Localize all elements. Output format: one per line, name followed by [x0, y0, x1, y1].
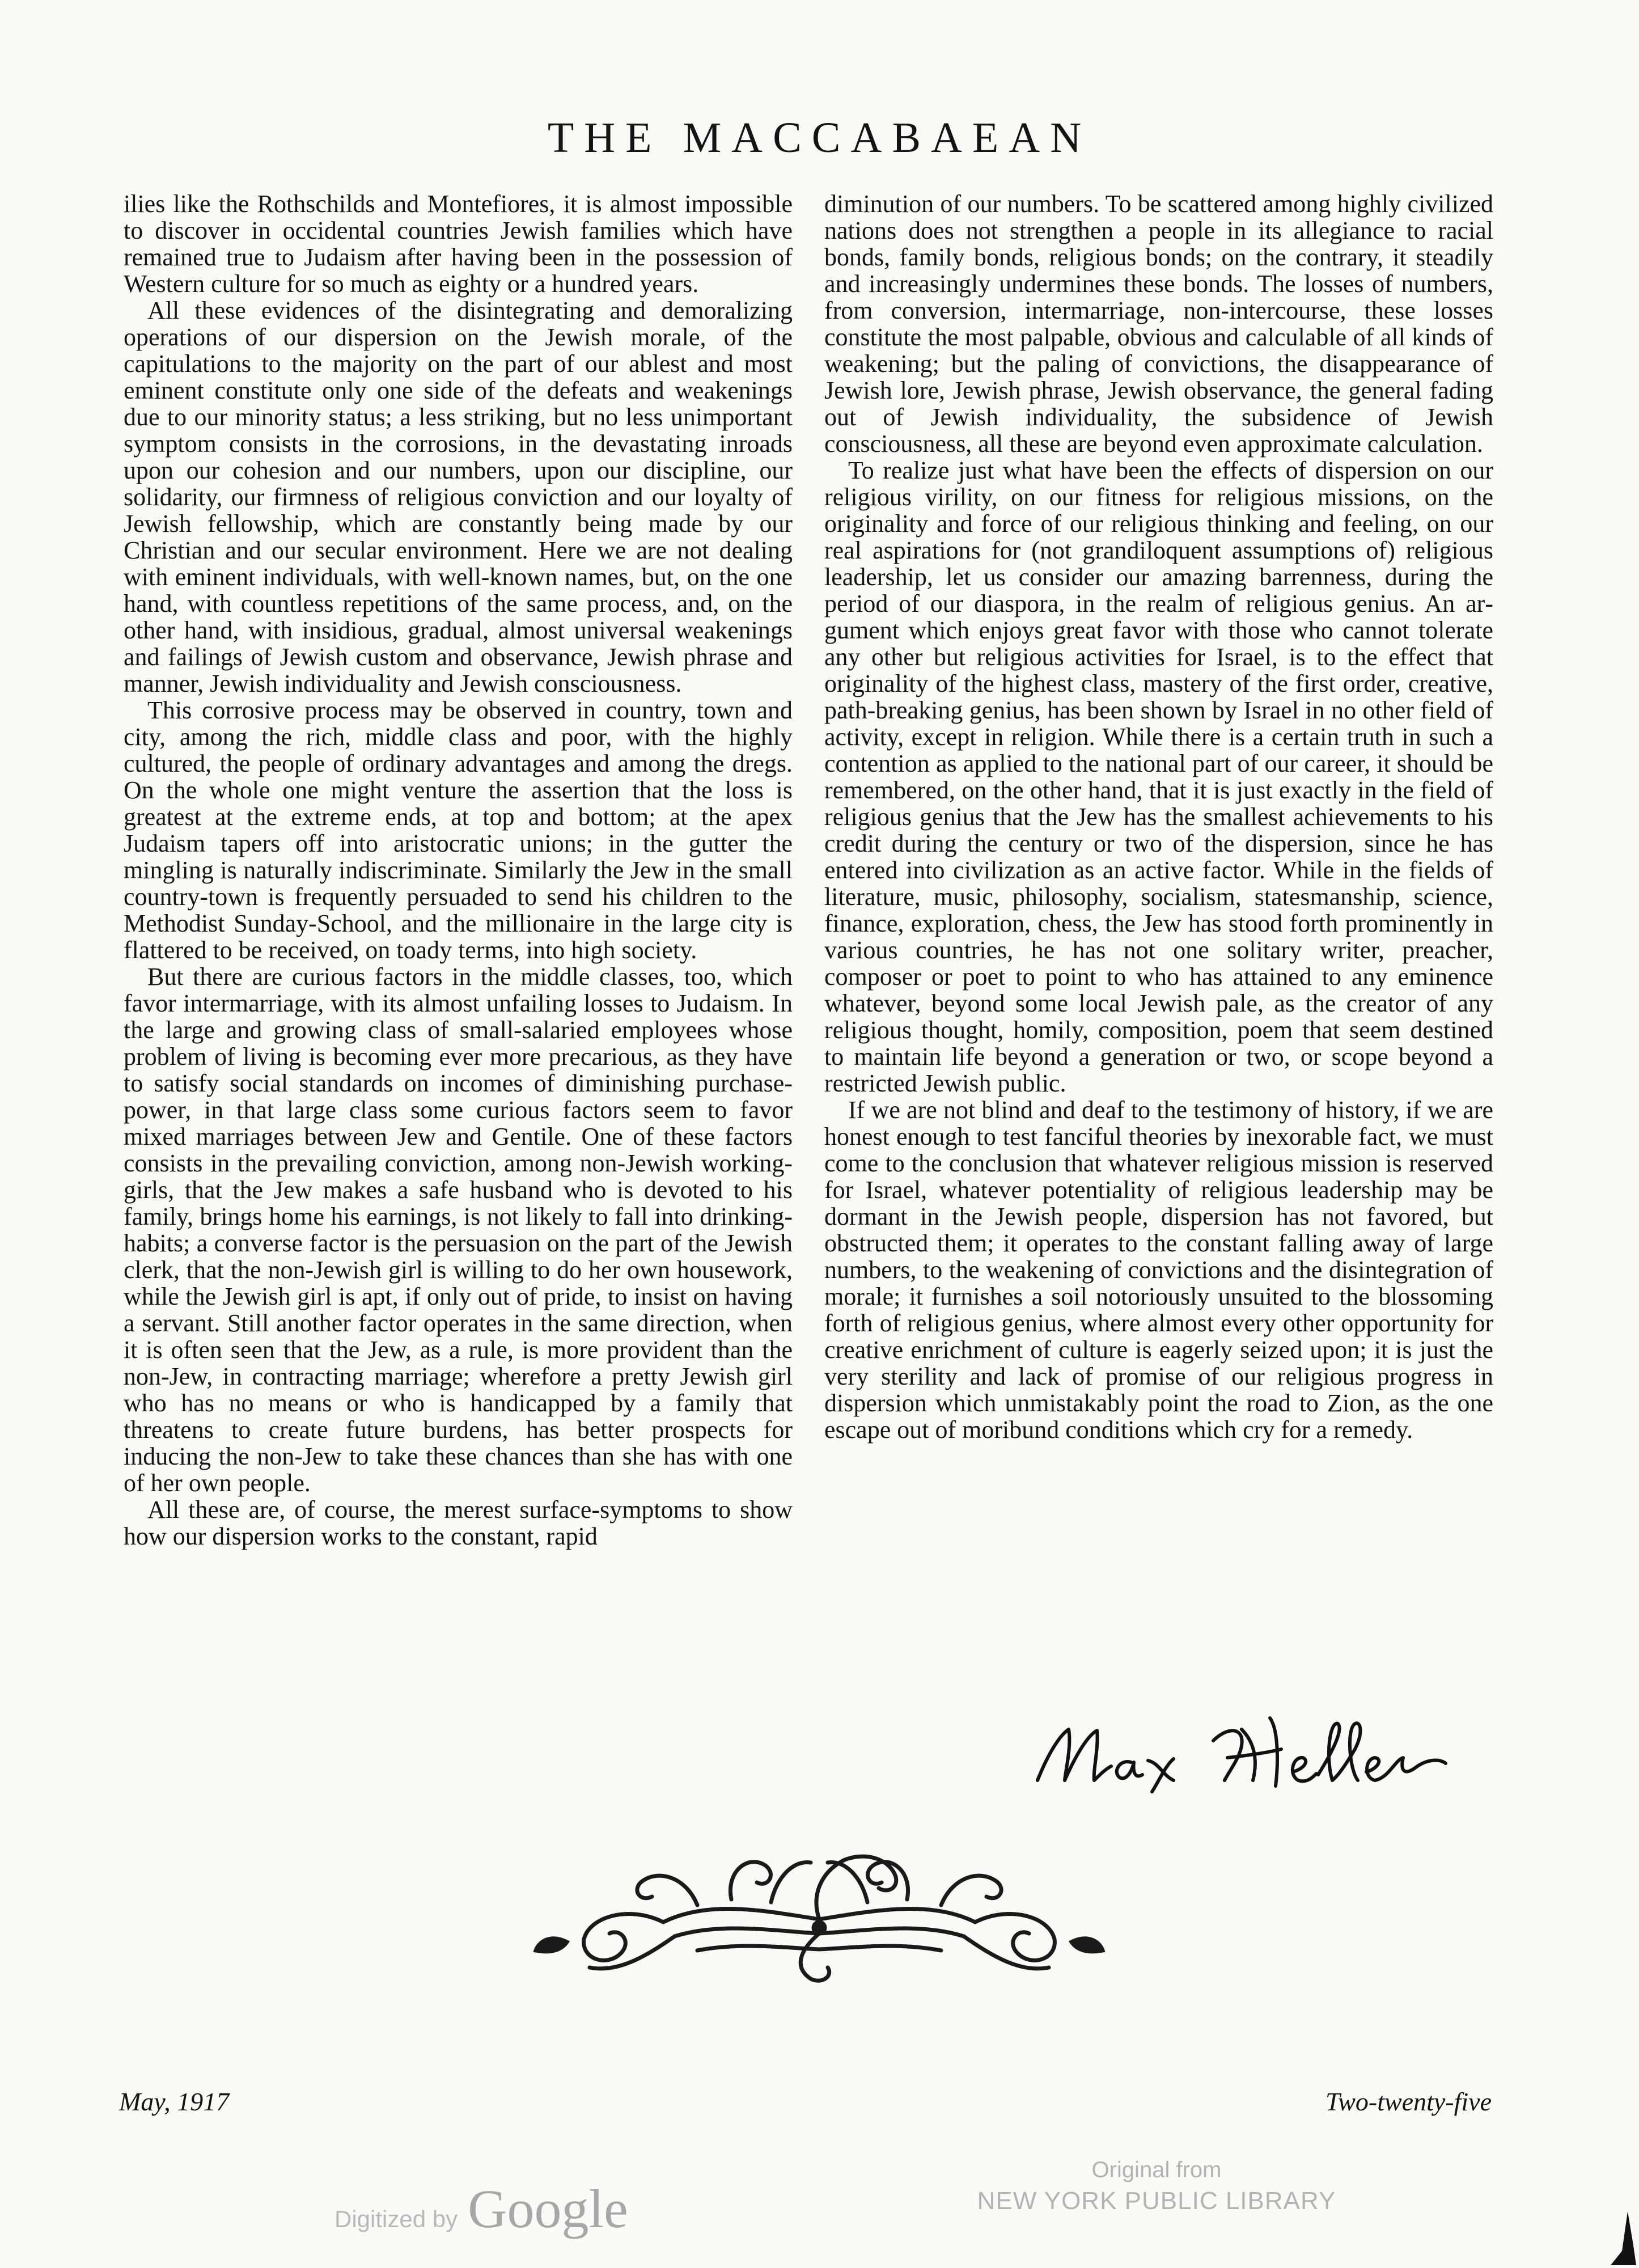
library-name: NEW YORK PUBLIC LIBRARY: [977, 2187, 1336, 2215]
page-corner-mark: [1605, 2206, 1639, 2268]
paragraph: All these evidences of the disintegrating and demoralizing operations of our dispersion on the Jewish morale, of the capitulations to the majority on the part of our ablest and most eminent constitute only one side of the defeats and weakenings due to our minority status; a less striking, but no less unimportant symptom consists in the corrosions, in the devastating inroads upon our cohesion and our numbers, upon our discipline, our solidarity, our firmness of religious conviction and our loyalty of Jewish fellowship, which are constantly being made by our Christian and our secular environment. Here we are not dealing with eminent individuals, with well-known names, but, on the one hand, with countless repetitions of the same process, and, on the other hand, with insidious, gradual, almost universal weakenings and failings of Jewish custom and observance, Jewish phrase and manner, Jewish individuality and Jewish consciousness.: [124, 297, 793, 697]
paragraph: To realize just what have been the effects of dispersion on our religious virility, on our fitness for religious missions, on the originality and force of our religious thinking and feeling, on our real aspirations for (not grandiloquent assumptions of) religious leadership, let us consider our amazing barrenness, during the period of our diaspora, in the realm of religious genius. An argument which enjoys great favor with those who cannot tolerate any other but religious activities for Israel, is to the effect that originality of the highest class, mastery of the first order, creative, path-breaking genius, has been shown by Israel in no other field of activity, except in religion. While there is a certain truth in such a contention as applied to the national part of our career, it should be remembered, on the other hand, that it is just exactly in the field of religious genius that the Jew has the smallest achievements to his credit during the century or two of the dispersion, since he has entered into civilization as an active factor. While in the fields of literature, music, philosophy, socialism, statesmanship, science, finance, exploration, chess, the Jew has stood forth prominently in various countries, he has not one solitary writer, preacher, composer or poet to point to who has attained to any eminence whatever, beyond some local Jewish pale, as the creator of any religious thought, homily, composition, poem that seem destined to maintain life beyond a generation or two, or scope beyond a restricted Jewish public.: [824, 456, 1493, 1097]
google-logo: Google: [468, 2178, 628, 2239]
author-signature: [1026, 1695, 1480, 1809]
digitized-by-label: Digitized by: [334, 2206, 458, 2232]
paragraph: diminution of our numbers. To be scattered among highly civilized nations does not strengthen a people in its allegiance to racial bonds, family bonds, religious bonds; on the contrary, it steadily and increasingly undermines these bonds. The losses of numbers, from conversion, intermarriage, non-intercourse, these losses constitute the most palpable, obvious and calculable of all kinds of weakening; but the paling of convictions, the disappearance of Jewish lore, Jewish phrase, Jewish observance, the general fading out of Jewish individuality, the subsidence of Jewish consciousness, all these are beyond even approximate calculation.: [824, 190, 1493, 458]
left-column: [124, 191, 793, 1550]
right-column: [824, 191, 1493, 1443]
paragraph: This corrosive process may be observed in country, town and city, among the rich, middle class and poor, with the highly cultured, the people of ordinary advantages and among the dregs. On the whole one might venture the assertion that the loss is greatest at the extreme ends, at top and bottom; at the apex Judaism tapers off into aristocratic unions; in the gutter the mingling is naturally indiscriminate. Similarly the Jew in the small country-town is frequently persuaded to send his children to the Methodist Sunday-School, and the millionaire in the large city is flattered to be received, on toady terms, into high society.: [124, 696, 793, 964]
original-from-label: Original from: [1091, 2157, 1222, 2182]
paragraph: If we are not blind and deaf to the testimony of history, if we are honest enough to test fanciful theories by inexorable fact, we must come to the conclusion that whatever religious mission is reserved for Israel, whatever potentiality of religious leadership may be dormant in the Jewish people, dispersion has not favored, but obstructed them; it operates to the constant falling away of large numbers, to the weakening of convictions and the disintegration of morale; it furnishes a soil notoriously unsuited to the blossoming forth of religious genius, where almost every other opportunity for creative enrichment of culture is eagerly seized upon; it is just the very sterility and lack of promise of our religious progress in dispersion which unmistakably point the road to Zion, as the one escape out of moribund conditions which cry for a remedy.: [824, 1096, 1493, 1444]
paragraph: But there are curious factors in the middle classes, too, which favor intermarriage, with its almost unfailing losses to Judaism. In the large and growing class of small-salaried employees whose problem of living is becoming ever more precarious, as they have to satisfy social standards on incomes of diminishing purchase-power, in that large class some curious factors seem to favor mixed marriages between Jew and Gentile. One of these factors consists in the prevailing conviction, among non-Jewish working-girls, that the Jew makes a safe husband who is devoted to his family, brings home his earnings, is not likely to fall into drinking-habits; a converse factor is the persuasion on the part of the Jewish clerk, that the non-Jewish girl is willing to do her own housework, while the Jewish girl is apt, if only out of pride, to insist on having a servant. Still another factor operates in the same direction, when it is often seen that the Jew, as a rule, is more provident than the non-Jew, in contracting marriage; wherefore a pretty Jewish girl who has no means or who is handicapped by a family that threatens to create future burdens, has better prospects for inducing the non-Jew to take these chances than she has with one of her own people.: [124, 963, 793, 1497]
paragraph: ilies like the Rothschilds and Montefiores, it is almost impossible to discover in occidental countries Jewish families which have remained true to Judaism after having been in the possession of Western culture for so much as eighty or a hundred years.: [124, 190, 793, 298]
decorative-ornament: [527, 1837, 1111, 1990]
library-watermark: [958, 2155, 1355, 2217]
page-number: Two-twenty-five: [1325, 2087, 1492, 2116]
issue-date: May, 1917: [119, 2087, 230, 2116]
running-header: THE MACCABAEAN: [547, 114, 1092, 162]
paragraph: All these are, of course, the merest surface-symptoms to show how our dispersion works to the constant, rapid: [124, 1496, 793, 1550]
digitized-by-watermark: [334, 2177, 628, 2239]
